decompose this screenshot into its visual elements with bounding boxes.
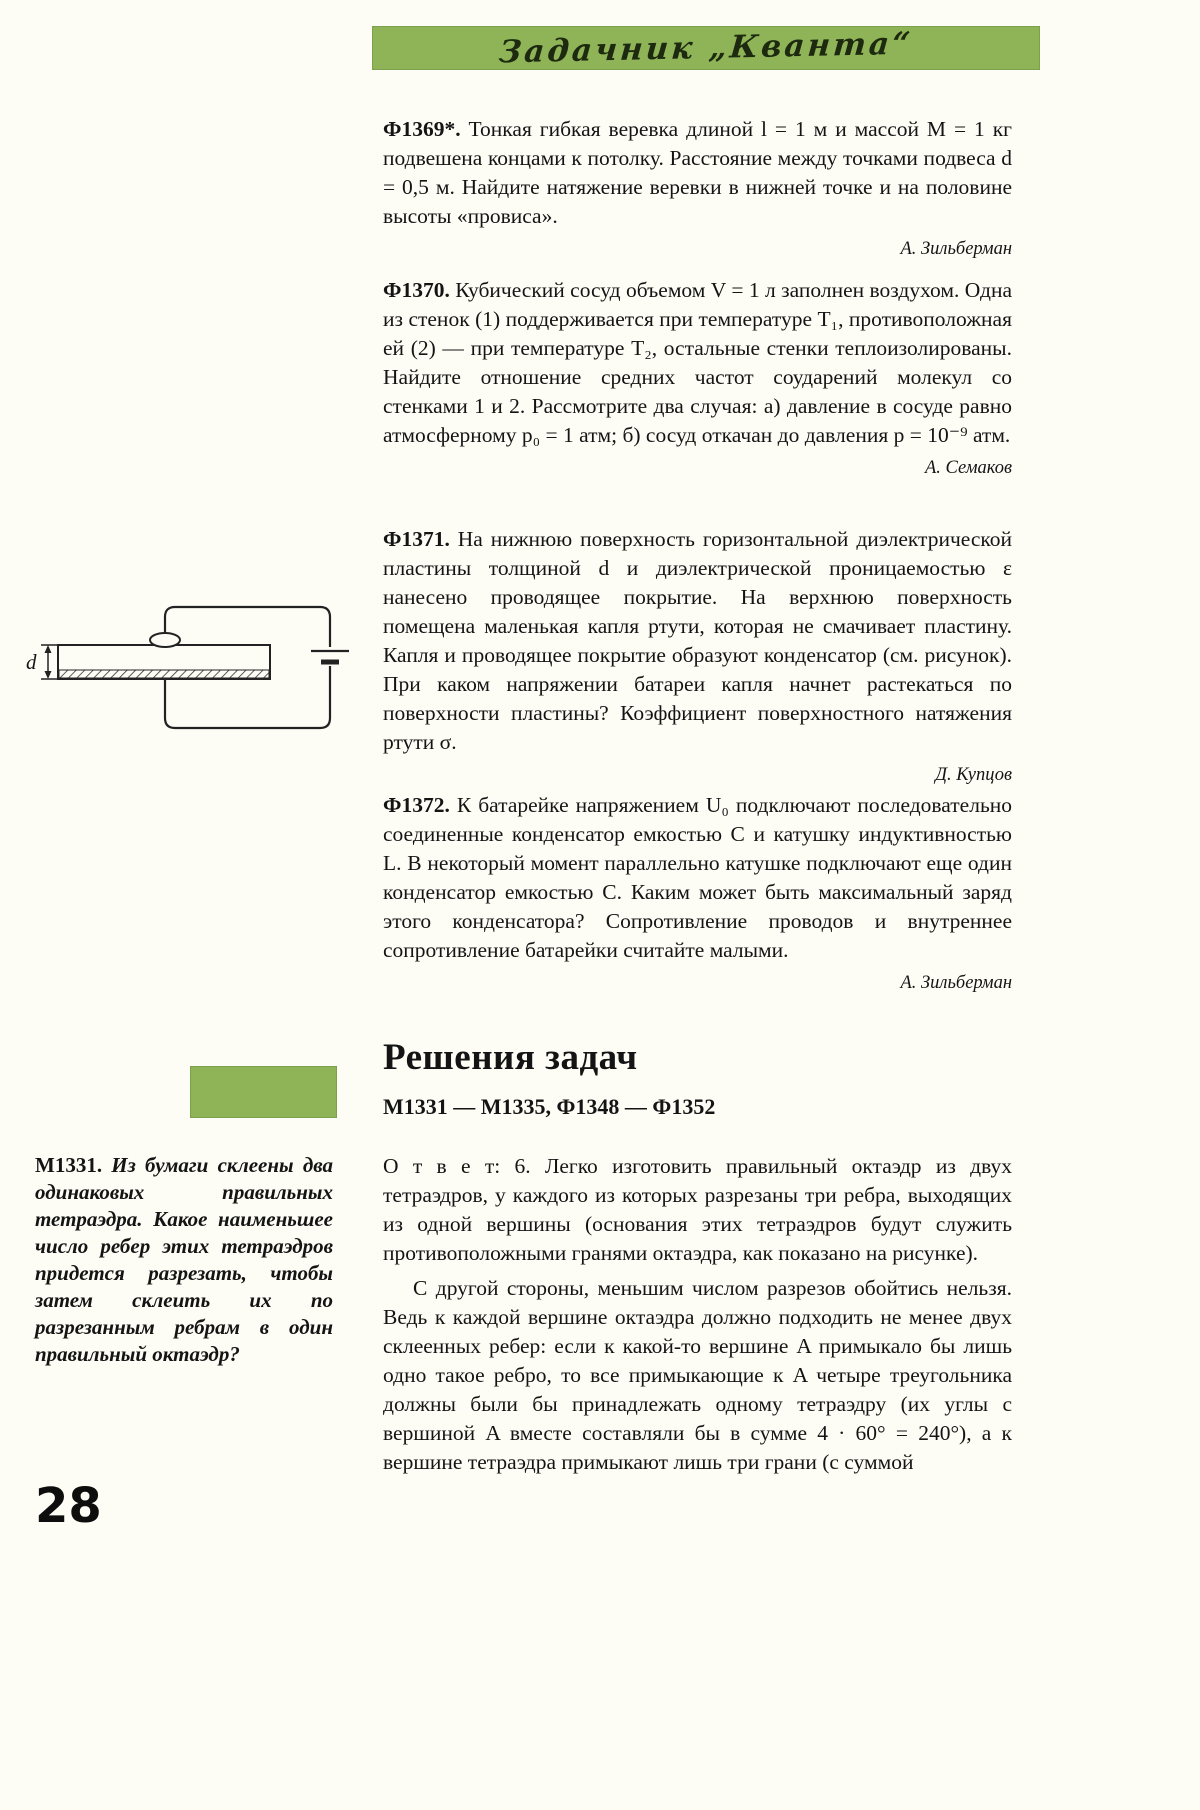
solutions-heading: Решения задач <box>383 1037 638 1078</box>
section-banner <box>372 26 1040 70</box>
problem-f1372 <box>383 791 1012 994</box>
problem-text: К батарейке напряжением U₀ подключают последовательно соединенные конденсатор емкостью C и катушку индуктивностью L. В некоторый момент параллельно катушке подключают еще один конденсатор емкостью C. Каким может быть максимальный заряд этого конденсатора? Сопротивление проводов и внутреннее сопротивление батарейки считайте малыми. <box>383 793 1013 962</box>
problem-text: Кубический сосуд объемом V = 1 л заполнен воздухом. Одна из стенок (1) поддерживается при температуре T₁, противоположная ей (2) — при температуре T₂, остальные стенки теплоизолированы. Найдите отношение средних частот соударений молекул со стенками 1 и 2. Рассмотрите два случая: а) давление в сосуде равно атмосферному p₀ = 1 атм; б) сосуд откачан до давления p = 10⁻⁹ атм. <box>383 278 1012 447</box>
problem-author: А. Семаков <box>924 458 1012 478</box>
banner-title: Задачник „Кванта“ <box>497 25 915 71</box>
problem-f1370 <box>383 276 1012 479</box>
mercury-drop <box>150 633 180 647</box>
problem-author: А. Зильберман <box>900 239 1012 259</box>
problem-author: А. Зильберман <box>900 973 1012 993</box>
capacitor-figure <box>25 585 350 757</box>
d-dimension-arrow <box>41 645 58 679</box>
problem-id: Ф1371. <box>383 527 450 551</box>
solution-paragraph: О т в е т: 6. Легко изготовить правильный октаэдр из двух тетраэдров, у каждого из которых разрезаны три ребра, выходящих из одной вершины (основания этих тетраэдров будут служить противоположными гранями октаэдра, как показано на рисунке). <box>383 1154 1012 1265</box>
problem-author: Д. Купцов <box>935 765 1012 785</box>
circuit-diagram <box>25 585 350 757</box>
wire-top <box>165 607 330 647</box>
problem-f1371 <box>383 525 1012 786</box>
solutions-range: М1331 — М1335, Ф1348 — Ф1352 <box>383 1094 716 1119</box>
problem-text: Тонкая гибкая веревка длиной l = 1 м и массой M = 1 кг подвешена концами к потолку. Расстояние между точками подвеса d = 0,5 м. Найдите натяжение веревки в нижней точке и на половине высоты «провиса». <box>383 117 1012 228</box>
solution-paragraph: С другой стороны, меньшим числом разрезов обойтись нельзя. Ведь к каждой вершине октаэдра должно подходить не менее двух склеенных ребер: если к какой-то вершине A примыкало бы лишь одно такое ребро, то все примыкающие к A четыре треугольника должны были бы принадлежать одному тетраэдру (их углы с вершиной A вместе составляли бы в сумме 4 · 60° = 240°), а к вершине тетраэдра примыкают лишь три грани (с суммой <box>383 1276 1012 1474</box>
battery-icon <box>311 651 349 662</box>
problem-m1331-statement <box>35 1152 333 1368</box>
problem-id: Ф1372. <box>383 793 450 817</box>
section-marker <box>190 1066 337 1118</box>
d-label: d <box>26 650 37 674</box>
problem-text: Из бумаги склеены два одинаковых правильных тетраэдра. Какое наименьшее число ребер этих тетраэдров придется разрезать, чтобы затем склеить их по разрезанным ребрам в один правильный октаэдр? <box>35 1153 333 1366</box>
problem-id: М1331. <box>35 1153 103 1177</box>
problem-f1369 <box>383 115 1012 260</box>
problem-id: Ф1369*. <box>383 117 461 141</box>
page-number: 28 <box>35 1478 102 1534</box>
problem-text: На нижнюю поверхность горизонтальной диэлектрической пластины толщиной d и диэлектрической проницаемостью ε нанесено проводящее покрытие. На верхнюю поверхность помещена маленькая капля ртути, которая не смачивает пластину. Капля и проводящее покрытие образуют конденсатор (см. рисунок). При каком напряжении батареи капля начнет растекаться по поверхности пластины? Коэффициент поверхностного натяжения ртути σ. <box>383 527 1012 754</box>
problem-id: Ф1370. <box>383 278 450 302</box>
solution-m1331 <box>383 1152 1012 1477</box>
conducting-coating <box>59 670 269 678</box>
